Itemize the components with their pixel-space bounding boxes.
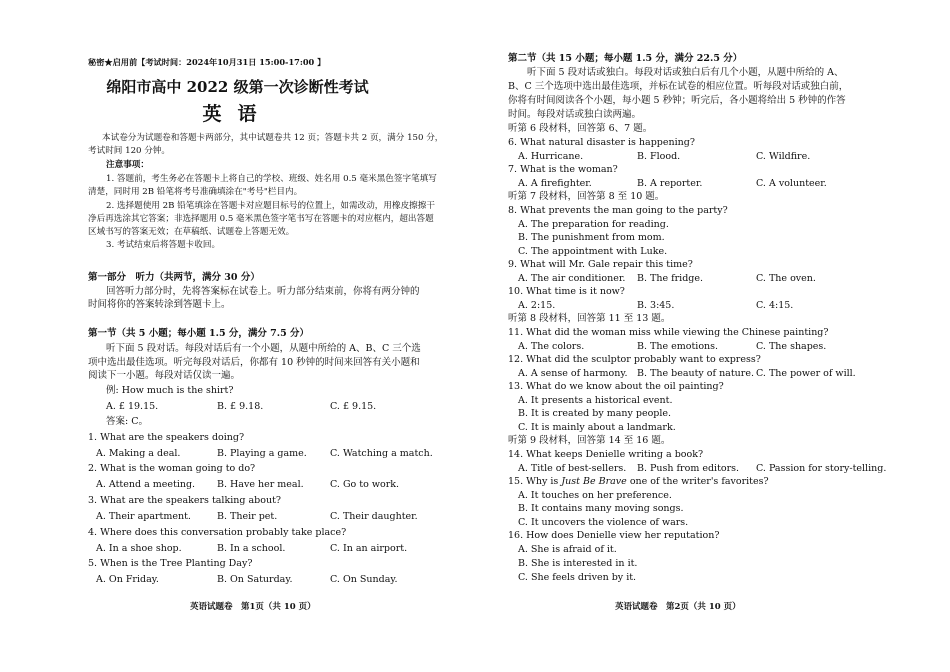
option: A. The colors.	[518, 341, 585, 352]
option: A. It touches on her preference.	[518, 490, 672, 501]
intro-line: 考试时间 120 分钟。	[88, 146, 171, 156]
subject-title: 英语	[202, 103, 273, 125]
option: B. The beauty of nature.	[637, 368, 754, 379]
option: A. A firefighter.	[518, 178, 592, 189]
option: A. In a shoe shop.	[96, 543, 182, 554]
question: 4. Where does this conversation probably take place?	[88, 527, 347, 538]
part1-line: 回答听力部分时，先将答案标在试卷上。听力部分结束前，你将有两分钟的	[106, 286, 420, 297]
option: A. Attend a meeting.	[96, 479, 196, 490]
question: 7. What is the woman?	[508, 164, 618, 175]
option: B. The emotions.	[637, 341, 719, 352]
option: C. It uncovers the violence of wars.	[518, 517, 689, 528]
option: B. Push from editors.	[637, 463, 740, 474]
option: B. It contains many moving songs.	[518, 503, 684, 514]
option: B. In a school.	[217, 543, 286, 554]
note-line: 净后再选涂其它答案；非选择题用 0.5 毫米黑色签字笔书写在答题卡的对应框内，超出答题	[88, 214, 434, 224]
question: 3. What are the speakers talking about?	[88, 495, 281, 506]
option: A. The preparation for reading.	[518, 219, 669, 230]
option: C. On Sunday.	[330, 574, 398, 585]
option: A. On Friday.	[96, 574, 159, 585]
question: 6. What natural disaster is happening?	[508, 137, 695, 148]
question: 12. What did the sculptor probably want to express?	[508, 354, 761, 365]
option: B. A reporter.	[637, 178, 703, 189]
question-text: one of the writer's favorites?	[626, 476, 769, 487]
option: C. Go to work.	[330, 479, 400, 490]
section2-line: 时间。每段对话或独白读两遍。	[508, 109, 642, 120]
material-heading: 听第 7 段材料，回答第 8 至 10 题。	[508, 191, 665, 202]
option: A. A sense of harmony.	[518, 368, 628, 379]
option: C. Passion for story-telling.	[756, 463, 887, 474]
option: A. Their apartment.	[96, 511, 191, 522]
option: A. Hurricane.	[518, 151, 584, 162]
option: C. It is mainly about a landmark.	[518, 422, 676, 433]
section2-line: B、C 三个选项中选出最佳选项，并标在试卷的相应位置。听每段对话或独白前，	[508, 81, 849, 92]
material-heading: 听第 6 段材料，回答第 6、7 题。	[508, 123, 653, 134]
exam-page-2	[475, 0, 950, 672]
option: A. Making a deal.	[96, 448, 181, 459]
option: C. Watching a match.	[330, 448, 433, 459]
question: 13. What do we know about the oil painting?	[508, 381, 724, 392]
option: A. It presents a historical event.	[518, 395, 673, 406]
part1-heading: 第一部分 听力（共两节，满分 30 分）	[88, 272, 260, 283]
option: C. 4:15.	[756, 300, 794, 311]
section2-line: 听下面 5 段对话或独白。每段对话或独白后有几个小题，从题中所给的 A、	[527, 67, 844, 78]
option: C. Wildfire.	[756, 151, 811, 162]
section2-line: 你将有时间阅读各个小题，每小题 5 秒钟；听完后，各小题将给出 5 秒钟的作答	[508, 95, 846, 106]
intro-line: 本试卷分为试题卷和答题卡两部分，其中试题卷共 12 页；答题卡共 2 页，满分 150 分，	[102, 133, 444, 143]
option: C. A volunteer.	[756, 178, 827, 189]
example-option: B. £ 9.18.	[217, 401, 264, 412]
note-line: 区域书写的答案无效；在草稿纸、试题卷上答题无效。	[88, 227, 295, 237]
option: A. 2:15.	[518, 300, 556, 311]
confidential-stamp: 秘密★启用前【考试时间：2024年10月31日 15:00-17:00 】	[88, 57, 326, 67]
option: A. She is afraid of it.	[518, 544, 617, 555]
option: B. On Saturday.	[217, 574, 293, 585]
question: 14. What keeps Denielle writing a book?	[508, 449, 704, 460]
option: A. The air conditioner.	[518, 273, 626, 284]
option: B. Have her meal.	[217, 479, 304, 490]
note-line: 清楚，同时用 2B 铅笔将考号准确填涂在"考号"栏目内。	[88, 187, 303, 197]
exam-title: 绵阳市高中 2022 级第一次诊断性考试	[106, 78, 369, 96]
section1-heading: 第一节（共 5 小题；每小题 1.5 分，满分 7.5 分）	[88, 328, 310, 339]
material-heading: 听第 9 段材料，回答第 14 至 16 题。	[508, 435, 671, 446]
section2-heading: 第二节（共 15 小题；每小题 1.5 分，满分 22.5 分）	[508, 53, 743, 64]
option: B. She is interested in it.	[518, 558, 638, 569]
note-line: 3. 考试结束后将答题卡收回。	[106, 240, 221, 250]
option: C. In an airport.	[330, 543, 408, 554]
notes-heading: 注意事项：	[106, 160, 149, 170]
question: 16. How does Denielle view her reputation?	[508, 530, 720, 541]
option: B. Their pet.	[217, 511, 278, 522]
section1-line: 项中选出最佳选项。听完每段对话后，你都有 10 秒钟的时间来回答有关小题和	[88, 357, 420, 368]
option: B. The punishment from mom.	[518, 232, 665, 243]
option: B. It is created by many people.	[518, 408, 672, 419]
option: B. Flood.	[637, 151, 681, 162]
part1-line: 时间将你的答案转涂到答题卡上。	[88, 299, 231, 310]
example-question: 例: How much is the shirt?	[106, 385, 234, 396]
material-heading: 听第 8 段材料，回答第 11 至 13 题。	[508, 313, 671, 324]
example-option: C. £ 9.15.	[330, 401, 377, 412]
option: C. The shapes.	[756, 341, 827, 352]
book-title: Just Be Brave	[561, 476, 627, 487]
example-option: A. £ 19.15.	[106, 401, 159, 412]
option: C. The power of will.	[756, 368, 856, 379]
question	[508, 476, 769, 488]
question: 5. When is the Tree Planting Day?	[88, 558, 253, 569]
question: 11. What did the woman miss while viewing the Chinese painting?	[508, 327, 829, 338]
option: B. Playing a game.	[217, 448, 307, 459]
question-text: 15. Why is	[508, 476, 562, 487]
page-footer: 英语试题卷 第2页（共 10 页）	[615, 602, 741, 612]
option: C. She feels driven by it.	[518, 572, 637, 583]
note-line: 1. 答题前，考生务必在答题卡上将自己的学校、班级、姓名用 0.5 毫米黑色签字笔填写	[106, 174, 437, 184]
option: C. The appointment with Luke.	[518, 246, 668, 257]
question: 8. What prevents the man going to the party?	[508, 205, 728, 216]
example-answer: 答案: C。	[106, 416, 148, 427]
option: B. The fridge.	[637, 273, 704, 284]
section1-line: 听下面 5 段对话。每段对话后有一个小题，从题中所给的 A、B、C 三个选	[106, 343, 421, 354]
question: 9. What will Mr. Gale repair this time?	[508, 259, 693, 270]
option: A. Title of best-sellers.	[518, 463, 627, 474]
option: B. 3:45.	[637, 300, 675, 311]
question: 1. What are the speakers doing?	[88, 432, 245, 443]
note-line: 2. 选择题使用 2B 铅笔填涂在答题卡对应题目标号的位置上，如需改动，用橡皮擦擦干	[106, 201, 435, 211]
question: 10. What time is it now?	[508, 286, 625, 297]
option: C. The oven.	[756, 273, 816, 284]
question: 2. What is the woman going to do?	[88, 463, 256, 474]
option: C. Their daughter.	[330, 511, 418, 522]
section1-line: 阅读下一小题。每段对话仅读一遍。	[88, 370, 241, 381]
page-footer: 英语试题卷 第1页（共 10 页）	[190, 602, 316, 612]
